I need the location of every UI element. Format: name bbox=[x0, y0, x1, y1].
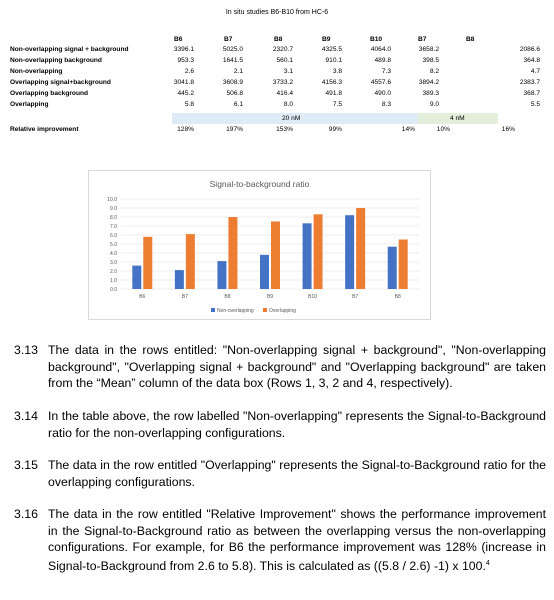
bar-non-overlapping bbox=[175, 270, 184, 289]
paragraph-text bbox=[48, 506, 546, 574]
paragraph-number: 3.14 bbox=[14, 409, 38, 423]
table-row bbox=[0, 44, 554, 55]
table-cell: 5025.0 bbox=[222, 46, 243, 53]
table-cell: 5.8 bbox=[184, 101, 194, 108]
row-label: Non-overlapping signal + background bbox=[10, 46, 129, 53]
y-tick-label: 6.0 bbox=[110, 233, 117, 239]
paragraph-text bbox=[48, 342, 546, 392]
table-row bbox=[0, 66, 554, 77]
paragraph-text bbox=[48, 457, 546, 490]
col-header: B9 bbox=[322, 36, 331, 43]
table-cell: 2.6 bbox=[184, 68, 194, 75]
table-cell: 14% bbox=[401, 126, 415, 133]
row-label: Overlapping background bbox=[10, 90, 89, 97]
table-cell: 99% bbox=[328, 126, 342, 133]
x-tick-label: B10 bbox=[308, 294, 318, 300]
table-cell: 416.4 bbox=[276, 90, 293, 97]
table-cell: 3396.1 bbox=[173, 46, 194, 53]
col-header: B8 bbox=[466, 36, 475, 43]
x-tick-label: B8 bbox=[224, 294, 231, 300]
row-label: Overlapping signal+background bbox=[10, 79, 111, 86]
table-cell: 910.1 bbox=[325, 57, 342, 64]
table-cell: 506.8 bbox=[226, 90, 243, 97]
x-tick-label: B9 bbox=[266, 294, 274, 300]
y-tick-label: 8.0 bbox=[110, 215, 117, 221]
table-cell: 953.3 bbox=[177, 57, 194, 64]
table-cell: 7.3 bbox=[381, 68, 391, 75]
paragraph-number: 3.13 bbox=[14, 343, 38, 357]
bar-overlapping bbox=[356, 208, 365, 289]
paragraph-text bbox=[48, 408, 546, 441]
row-label: Non-overlapping bbox=[10, 68, 63, 75]
chart-container bbox=[88, 170, 431, 320]
table-cell: 197% bbox=[226, 126, 243, 133]
row-label: Relative improvement bbox=[10, 126, 79, 133]
x-tick-label: B7 bbox=[181, 294, 188, 300]
table-cell: 489.8 bbox=[374, 57, 391, 64]
table-cell: 490.0 bbox=[374, 90, 391, 97]
y-tick-label: 0.0 bbox=[110, 287, 117, 293]
y-tick-label: 9.0 bbox=[110, 206, 117, 212]
paragraph-body: The data in the row entitled "Relative Improvement" shows the performance improvement in the Signal-to-Background ratio as between the overlapping versus the non-overlapping configurations. For example, for B6 the performance improvement was 128% (increase in Signal-to-Background from 2.6 to 5.8). This is calculated as ((5.8 / 2.6) -1) x 100. bbox=[48, 507, 546, 573]
table-cell: 2383.7 bbox=[519, 79, 540, 86]
table-cell: 368.7 bbox=[523, 90, 540, 97]
col-header: B6 bbox=[174, 36, 183, 43]
table-cell: 3894.2 bbox=[418, 79, 439, 86]
legend-label: Non-overlapping bbox=[217, 308, 254, 314]
table-cell: 3658.2 bbox=[418, 46, 439, 53]
table-cell: 4325.5 bbox=[321, 46, 342, 53]
table-cell: 2086.6 bbox=[519, 46, 540, 53]
bar-non-overlapping bbox=[303, 223, 312, 289]
bar-non-overlapping bbox=[217, 261, 226, 289]
bar-non-overlapping bbox=[388, 247, 397, 289]
table-cell: 3733.2 bbox=[272, 79, 293, 86]
band-4nm-label: 4 nM bbox=[450, 115, 465, 122]
bar-non-overlapping bbox=[260, 255, 269, 289]
table-cell: 3041.8 bbox=[173, 79, 194, 86]
table-cell: 4557.6 bbox=[370, 79, 391, 86]
col-header: B8 bbox=[274, 36, 283, 43]
bar-non-overlapping bbox=[345, 215, 354, 289]
table-cell: 4156.3 bbox=[321, 79, 342, 86]
x-tick-label: B8 bbox=[394, 294, 401, 300]
y-tick-label: 7.0 bbox=[110, 224, 117, 230]
concentration-band-row bbox=[0, 113, 554, 124]
y-tick-label: 2.0 bbox=[110, 269, 117, 275]
bar-non-overlapping bbox=[132, 266, 141, 289]
col-header: B10 bbox=[370, 36, 383, 43]
col-header: B7 bbox=[224, 36, 233, 43]
table-title: In situ studies B6-B10 from HC-6 bbox=[225, 9, 329, 16]
table-cell: 8.3 bbox=[381, 101, 391, 108]
table-cell: 389.3 bbox=[422, 90, 439, 97]
relative-improvement-row bbox=[0, 124, 554, 135]
table-cell: 6.1 bbox=[233, 101, 243, 108]
table-cell: 3.8 bbox=[332, 68, 342, 75]
band-20nm-label: 20 nM bbox=[282, 115, 301, 122]
bar-overlapping bbox=[228, 217, 237, 289]
table-cell: 3.1 bbox=[283, 68, 293, 75]
bar-overlapping bbox=[143, 237, 152, 289]
table-cell: 445.2 bbox=[177, 90, 194, 97]
table-cell: 1641.5 bbox=[222, 57, 243, 64]
table-row bbox=[0, 77, 554, 88]
table-cell: 7.5 bbox=[332, 101, 342, 108]
row-label: Non-overlapping background bbox=[10, 57, 102, 64]
paragraph-body: In the table above, the row labelled "Non-overlapping" represents the Signal-to-Background ratio for the non-overlapping configurations. bbox=[48, 409, 546, 440]
col-header: B7 bbox=[418, 36, 427, 43]
row-label: Overlapping bbox=[10, 101, 49, 108]
y-tick-label: 3.0 bbox=[110, 260, 117, 266]
table-cell: 2320.7 bbox=[272, 46, 293, 53]
table-cell: 560.1 bbox=[276, 57, 293, 64]
bar-chart bbox=[89, 171, 432, 321]
bar-overlapping bbox=[271, 222, 280, 290]
table-row bbox=[0, 55, 554, 66]
paragraph-body: The data in the rows entitled: "Non-overlapping signal + background", "Non-overlapping background", "Overlapping signal + background" and "Overlapping background" are taken from the “Mean” column of the data box (Rows 1, 3, 2 and 4, respectively). bbox=[48, 343, 546, 390]
bar-overlapping bbox=[314, 214, 323, 289]
paragraph-number: 3.15 bbox=[14, 458, 38, 472]
footnote-marker: 4 bbox=[485, 559, 490, 567]
table-cell: 10% bbox=[436, 126, 450, 133]
legend-swatch bbox=[211, 308, 215, 312]
y-tick-label: 1.0 bbox=[110, 278, 117, 284]
table-cell: 5.5 bbox=[530, 101, 540, 108]
legend-swatch bbox=[263, 308, 267, 312]
table-cell: 4.7 bbox=[530, 68, 540, 75]
bar-overlapping bbox=[186, 234, 195, 289]
table-cell: 3608.9 bbox=[222, 79, 243, 86]
y-tick-label: 4.0 bbox=[110, 251, 117, 257]
y-tick-label: 10.0 bbox=[107, 197, 117, 203]
chart-title: Signal-to-background ratio bbox=[209, 179, 310, 189]
table-cell: 364.8 bbox=[523, 57, 540, 64]
x-tick-label: B6 bbox=[139, 294, 146, 300]
table-cell: 491.8 bbox=[325, 90, 342, 97]
table-cell: 153% bbox=[276, 126, 293, 133]
table-cell: 4064.0 bbox=[370, 46, 391, 53]
table-row bbox=[0, 99, 554, 110]
table-cell: 16% bbox=[501, 126, 515, 133]
table-cell: 128% bbox=[177, 126, 194, 133]
legend-label: Overlapping bbox=[269, 308, 296, 314]
table-cell: 8.2 bbox=[429, 68, 439, 75]
table-cell: 2.1 bbox=[233, 68, 243, 75]
paragraph-number: 3.16 bbox=[14, 507, 38, 521]
table-cell: 8.0 bbox=[283, 101, 293, 108]
table-cell: 398.5 bbox=[422, 57, 439, 64]
y-tick-label: 5.0 bbox=[110, 242, 117, 248]
paragraph-body: The data in the row entitled "Overlapping" represents the Signal-to-Background ratio for the overlapping configurations. bbox=[48, 458, 546, 489]
table-cell: 9.0 bbox=[429, 101, 439, 108]
x-tick-label: B7 bbox=[352, 294, 359, 300]
bar-overlapping bbox=[399, 240, 408, 290]
table-row bbox=[0, 88, 554, 99]
